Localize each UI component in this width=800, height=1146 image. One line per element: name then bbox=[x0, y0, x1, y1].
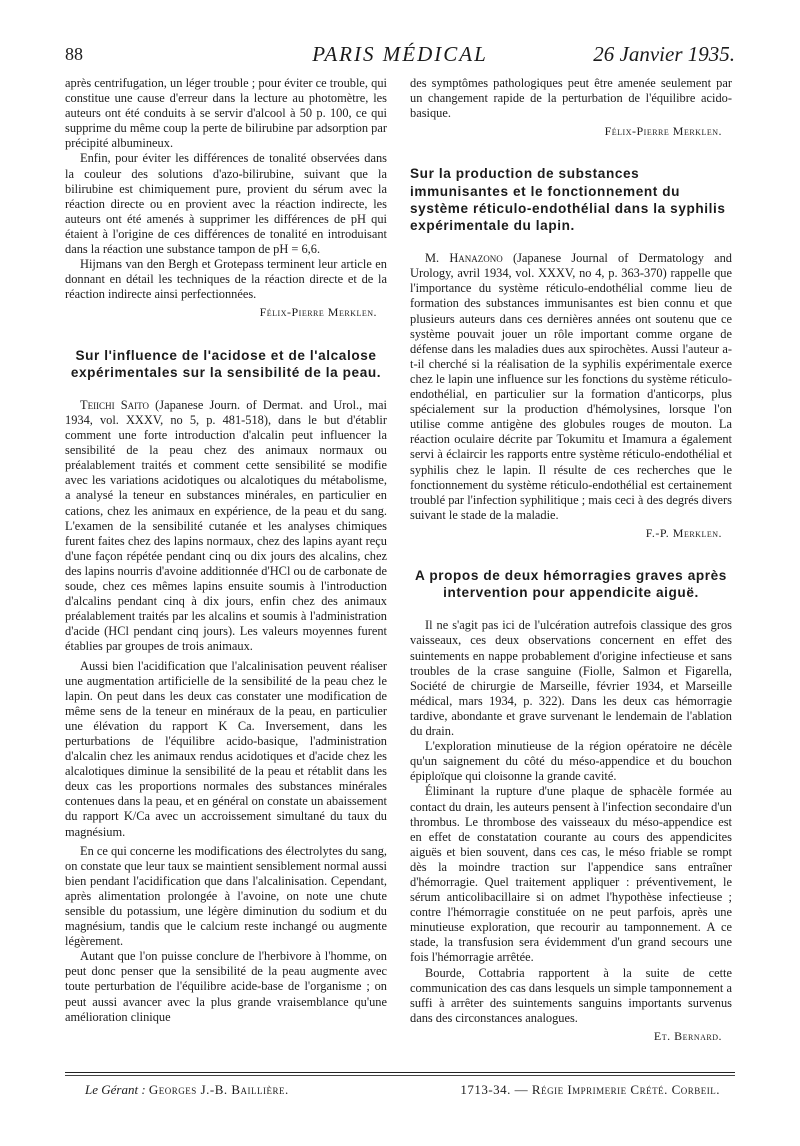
footer-rule bbox=[65, 1072, 735, 1073]
paragraph: après centrifugation, un léger trouble ; pour éviter ce trouble, qui constitue une cause d'erreur dans la lecture au photomètre, les auteurs ont été conduits à se servir d'alcool à 50 p. 100, ce qui supprime du même coup la perte de bilirubine par adsorption par précipité albumineux. bbox=[65, 76, 387, 151]
page-header bbox=[65, 42, 735, 72]
issue-date: 26 Janvier 1935. bbox=[593, 42, 735, 66]
signature: Félix-Pierre Merklen. bbox=[604, 124, 722, 139]
paragraph: Aussi bien l'acidification que l'alcalinisation peuvent réaliser une augmentation artificielle de la sensibilité de la peau chez le lapin. On peut dans les deux cas constater une modification de même sens de la teneur en minéraux de la peau, en particulier une élévation du rapport K Ca. Inversement, dans les perturbations de l'équilibre acido-basique, l'administration d'alcalin chez les animaux rendus acidotiques et d'acide chez les alcalotiques diminue la sensibilité de la peau et rétablit dans les deux cas les proportions normales des substances minérales contenues dans la peau, et en général on constate un abaissement du rapport K/Ca avec un accroissement simultané du taux du magnésium. bbox=[65, 658, 387, 839]
signature: Félix-Pierre Merklen. bbox=[259, 305, 377, 320]
manager-line bbox=[85, 1082, 289, 1098]
paragraph-text: (Japanese Journ. of Dermat. and Urol., mai 1934, vol. XXXV, no 5, p. 481-518), dans le but d'établir comment une forte introduction d'alcalin peut influencer la sensibilité de la peau chez des animaux normaux ou préalablement traités et comment cette sensibilité se modifie avec les variations acidotiques ou alcalotiques du métabolisme, a analysé la teneur en substances minérales, en particulier en cations, chez les animaux en expérience, de la peau et du sang. L'examen de la sensibilité cutanée et les analyses chimiques furent faites chez des lapins normaux, chez des lapins ayant reçu d'une façon répétée pendant cinq ou dix jours des alcalins, chez des lapins nourris d'avoine additionnée d'HCl ou de carbonate de soude, chez ces mêmes lapins ensuite soumis à l'introduction d'alcalins pendant cinq à dix jours, enfin chez des animaux préalablement traités par les alcalins et soumis à l'administration d'acide (HCl pendant cinq jours). Les valeurs moyennes furent établies par groupes de trois animaux. bbox=[65, 397, 387, 654]
manager-name: Georges J.-B. Baillière. bbox=[148, 1082, 289, 1097]
article-title: Sur la production de substances immunisantes et le fonctionnement du système réticulo-endothélial dans la syphilis expérimentale du lapin. bbox=[410, 166, 726, 233]
paragraph: Bourde, Cottabria rapportent à la suite de cette communication des cas dans lesquels un simple tamponnement a suffi à arrêter des suintements sanguins importants survenus dans des circonstances analogues. bbox=[410, 965, 732, 1025]
right-column bbox=[410, 76, 732, 1044]
manager-label: Le Gérant : bbox=[85, 1082, 146, 1097]
paragraph: Éliminant la rupture d'une plaque de sphacèle formée au contact du drain, les auteurs pensent à l'infection secondaire d'un thrombus. Le thrombose des vaisseaux du méso-appendice est en effet de constatation courante au cours des appendicites aiguës et bien souvent, dans ces cas, le méso friable se rompt dès la moindre traction sur l'appendice sans entraîner d'hémorragie. Quel traitement appliquer : préventivement, le sérum anticolibacillaire si on admet l'hypothèse infectieuse ; contre l'hémorragie constituée on ne peut parfois, après une minutieuse exploration, que recourir au tamponnement. A ce stade, la transfusion sera évidemment d'un grand secours une fois l'hémorragie arrêtée. bbox=[410, 784, 732, 965]
journal-title: PARIS MÉDICAL bbox=[312, 42, 488, 66]
paragraph: Il ne s'agit pas ici de l'ulcération autrefois classique des gros vaisseaux, ces deux observations concernent en effet des suintements en nappe probablement d'origine infectieuse et sans troubles de la crase sanguine (Fiolle, Salmon et Figarella, Société de chirurgie de Marseille, février 1934, et Marseille médical, mars 1934, p. 322). Dans les deux cas hémorragie tardive, abondante et grave survenant le lendemain de l'ablation du drain. bbox=[410, 618, 732, 739]
article-paragraph bbox=[410, 251, 732, 523]
paragraph: des symptômes pathologiques peut être amenée seulement par un changement rapide de la perturbation de l'équilibre acido-basique. bbox=[410, 76, 732, 121]
paragraph: Hijmans van den Bergh et Grotepass terminent leur article en donnant en détail les techniques de la réaction directe et de la réaction indirecte ainsi perfectionnées. bbox=[65, 257, 387, 302]
article-author: M. Hanazono bbox=[425, 251, 503, 266]
signature: F.-P. Merklen. bbox=[645, 525, 722, 540]
paragraph-text: (Japanese Journal of Dermatology and Urology, avril 1934, vol. XXXV, no 4, p. 363-370) rappelle que l'importance du système réticulo-endothélial comme lieu de formation des substances immunisantes est bien connu et que plusieurs auteurs dans ces dernières années ont soutenu que ce système pouvait jouer un rôle important comme organe de défense dans les maladies dues aux spirochètes. Aussi l'auteur a-t-il cherché si la réalisation de la syphilis expérimentale exerce chez le lapin une influence sur les fonctions du système réticulo-endothélial, en particulier sur la formation d'anticorps, plus spécialement sur la production d'hémolysines, lorsque l'on utilise comme antigène des globules rouges de mouton. La réaction oculaire décrite par Tokumitu et Imamura a également servi à éclaircir les rapports entre système réticulo-endothélial et syphilis chez le lapin. Il résulte de ces recherches que le fonctionnement du système réticulo-endothélial est certainement troublé par l'infection syphilitique ; mais ceci à des degrés divers suivant le stade de la maladie. bbox=[410, 251, 732, 522]
signature: Et. Bernard. bbox=[653, 1028, 722, 1043]
page-footer bbox=[65, 1072, 735, 1108]
footer-rule bbox=[65, 1075, 735, 1076]
paragraph: L'exploration minutieuse de la région opératoire ne décèle qu'un saignement du côté du méso-appendice et du bouchon épiploïque qui cloisonne la grande cavité. bbox=[410, 739, 732, 784]
paragraph: En ce qui concerne les modifications des électrolytes du sang, on constate que leur taux se maintient sensiblement normal aussi bien pendant l'acidification que dans l'alcalinisation. Cependant, après alimentation prolongée à l'avoine, on note une chute sensible du potassium, une légère diminution du sodium et du magnésium, tandis que le calcium reste inchangé ou augmente légèrement. bbox=[65, 843, 387, 949]
paragraph: Autant que l'on puisse conclure de l'herbivore à l'homme, on peut donc penser que la sensibilité de la peau augmente avec toute perturbation de l'équilibre acide-base de l'organisme ; on peut aussi avancer avec la plus grande vraisemblance qu'une amélioration clinique bbox=[65, 949, 387, 1024]
page-number: 88 bbox=[65, 44, 83, 64]
article-paragraph bbox=[65, 398, 387, 655]
paragraph: Enfin, pour éviter les différences de tonalité observées dans la couleur des solutions d'azo-bilirubine, suivant que la bilirubine est chimiquement pure, provient du sérum avec la réaction directe ou en provient avec la réaction indirecte, les auteurs ont été amenés à supprimer les différences de pH qui étaient à l'origine de ces différences de tonalité en introduisant dans la réaction une substance tampon de pH = 6,6. bbox=[65, 151, 387, 257]
printer-line: 1713-34. — Régie Imprimerie Crété. Corbeil. bbox=[460, 1082, 720, 1097]
article-author: Teiichi Saito bbox=[80, 397, 149, 412]
article-title: A propos de deux hémorragies graves après intervention pour appendicite aiguë. bbox=[415, 567, 727, 601]
left-column bbox=[65, 76, 387, 1025]
article-title: Sur l'influence de l'acidose et de l'alcalose expérimentales sur la sensibilité de la peau. bbox=[70, 347, 382, 380]
